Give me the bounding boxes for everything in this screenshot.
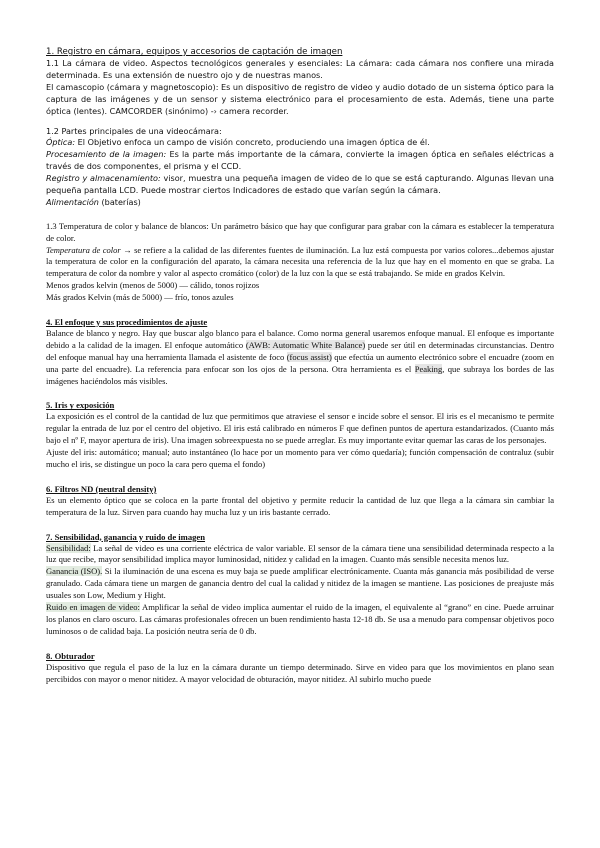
section-6-heading: 6. Filtros ND (neutral density) [46, 483, 157, 494]
alimentacion-text: (baterías) [98, 196, 141, 207]
paragraph-optica [46, 137, 554, 149]
paragraph-camascopio: El camascopio (cámara y magnetoscopio): Es un dispositivo de registro de video y audio dotado de un sistema óptico para la captura de las imágenes y de un sensor y sistema electrónico para el procesamiento de esta. Además, tiene una parte óptica (lentes). CAMCORDER (sinónimo) -› camera recorder. [46, 81, 554, 116]
paragraph-temperatura [46, 245, 554, 281]
enfoque-text-1: Balance de blanco y negro. Hay que buscar algo blanco para el balance. Como norma general usaremos enfoque manual. El enfoque es importante debido a la calidad de la imagen. El enfoque automático [46, 328, 554, 350]
ganancia-label: Ganancia (ISO). [46, 566, 103, 577]
line-mas-kelvin: Más grados Kelvin (más de 5000) — frío, tonos azules [46, 292, 234, 303]
peaking-highlight: Peaking [414, 363, 443, 374]
paragraph-1-1: 1.1 La cámara de video. Aspectos tecnológicos generales y esenciales: La cámara: cada cámara nos confiere una mirada determinada. Es una extensión de nuestro ojo y de nuestras manos. [46, 58, 554, 80]
enfoque-text-3: que efectúa un aumento electrónico sobre el encuadre (zoom en una parte del encuadre). La referencia para enfocar son los ojos de la persona. Otra herramienta es el [46, 351, 554, 374]
paragraph-1-3: 1.3 Temperatura de color y balance de blancos: Un parámetro básico que hay que configurar para grabar con la cámara es establecer la temperatura de color. [46, 220, 554, 243]
sensibilidad-label: Sensibilidad: [46, 542, 91, 553]
line-menos-kelvin: Menos grados kelvin (menos de 5000) — cálido, tonos rojizos [46, 280, 260, 291]
paragraph-sensibilidad [46, 543, 554, 567]
temperatura-text: → se refiere a la calidad de las diferentes fuentes de iluminación. La luz está compuesta por varios colores...debemos ajustar la temperatura de color en la configuración del aparato, la cámara necesita una referencia de la luz que hay en el momento en que se graba. La temperatura de color da nombre y valor al aspecto cromático (color) de la luz con la que se está trabajando. Se mide en grados Kelvin. [46, 244, 554, 279]
paragraph-alimentacion [46, 197, 554, 209]
paragraph-obturador: Dispositivo que regula el paso de la luz en la cámara durante un tiempo determinado. Sirve en video para que los movimientos en plano sean percibidos con mayor o menor nitidez. A mayor velocidad de obturación, mayor nitidez. Al subirlo mucho puede [46, 661, 554, 684]
paragraph-registro [46, 173, 554, 197]
paragraph-filtros: Es un elemento óptico que se coloca en la parte frontal del objetivo y permite reducir la cantidad de luz que llega a la cámara sin cambiar la temperatura de la luz. Sirven para cuando hay mucha luz y un iris bastante cerrado. [46, 494, 554, 517]
paragraph-enfoque [46, 328, 554, 388]
section-8-heading: 8. Obturador [46, 650, 95, 661]
paragraph-ruido [46, 602, 554, 638]
sensibilidad-text: La señal de video es una corriente eléctrica de valor variable. El sensor de la cámara tiene una sensibilidad determinada respecto a la luz que recibe, mayor sensibilidad implica mayor luminosidad, nitidez y calidad en la imagen. Cuanto más sensible necesita menos luz. [46, 542, 554, 565]
section-5-heading: 5. Iris y exposición [46, 400, 115, 411]
registro-text: visor, muestra una pequeña imagen de video de lo que se está capturando. Algunas llevan una pequeña pantalla LCD. Puede mostrar ciertos Indicadores de estado que varían según la cámara. [46, 173, 555, 196]
alimentacion-label: Alimentación [46, 196, 99, 207]
enfoque-text-4: , que subraya los bordes de las imágenes haciéndolos más visibles. [46, 363, 554, 386]
procesamiento-label: Procesamiento de la imagen: [46, 149, 167, 160]
ganancia-text: Si la iluminación de una escena es muy baja se puede amplificar electrónicamente. Cuanta más ganancia más posibilidad de verse granulado. Cada cámara tiene un margen de ganancia dentro del cual la calidad y nitidez de la imagen se mantiene. Las posiciones de preajuste más usuales son Low, Medium y Hight. [46, 566, 554, 601]
optica-text: El Objetivo enfoca un campo de visión concreto, produciendo una imagen óptica de él. [75, 137, 430, 148]
ruido-label: Ruido en imagen de video: [46, 602, 140, 613]
section-1-heading: 1. Registro en cámara, equipos y accesorios de captación de imagen [46, 47, 343, 57]
registro-label: Registro y almacenamiento: [46, 173, 161, 184]
awb-highlight: (AWB: Automatic White Balance) [245, 339, 366, 350]
section-4-heading: 4. El enfoque y sus procedimientos de ajuste [46, 317, 208, 327]
ruido-text: Amplificar la señal de video implica aumentar el ruido de la imagen, el equivalente al “grano” en cine. Puede arruinar los planos en claro oscuro. Las cámaras profesionales ofrecen un buen rendimiento hasta 12-18 db. Se usa a menudo para compensar objetivos poco luminosos o de calidad baja. La posición neutra sería de 0 db. [46, 602, 554, 636]
subheading-1-2: 1.2 Partes principales de una videocámara: [46, 125, 222, 136]
procesamiento-text: Es la parte más importante de la cámara, convierte la imagen óptica en señales eléctricas a través de dos componentes, el prisma y el CCD. [46, 149, 554, 172]
optica-label: Óptica: [46, 137, 76, 148]
paragraph-ajuste-iris: Ajuste del iris: automático; manual; auto instantáneo (lo hace por un momento para ver cómo quedaría); función compensación de contraluz (subir mucho el iris, se distingue un poco la cara pero quema el fondo) [46, 447, 554, 470]
focus-assist-highlight: (focus assist) [286, 351, 332, 362]
paragraph-ganancia [46, 566, 554, 602]
section-7-heading: 7. Sensibilidad, ganancia y ruido de imagen [46, 531, 206, 542]
enfoque-text-2: puede ser útil en determinadas circunstancias. Dentro del enfoque manual hay una herramienta llamada el asistente de foco [46, 339, 554, 362]
paragraph-procesamiento [46, 149, 554, 173]
paragraph-exposicion: La exposición es el control de la cantidad de luz que permitimos que atraviese el sensor e incide sobre el sensor. El iris es el mecanismo te permite regular la entrada de luz por el centro del objetivo. El iris está calibrado en números F que definen puntos de apertura estandarizados. (Cuanto más bajo el nº F, mayor apertura de iris). Una imagen sobreexpuesta no se puede arreglar. Es muy importante evitar quemar las caras de los personajes. [46, 411, 554, 446]
temperatura-label: Temperatura de color [46, 244, 121, 255]
